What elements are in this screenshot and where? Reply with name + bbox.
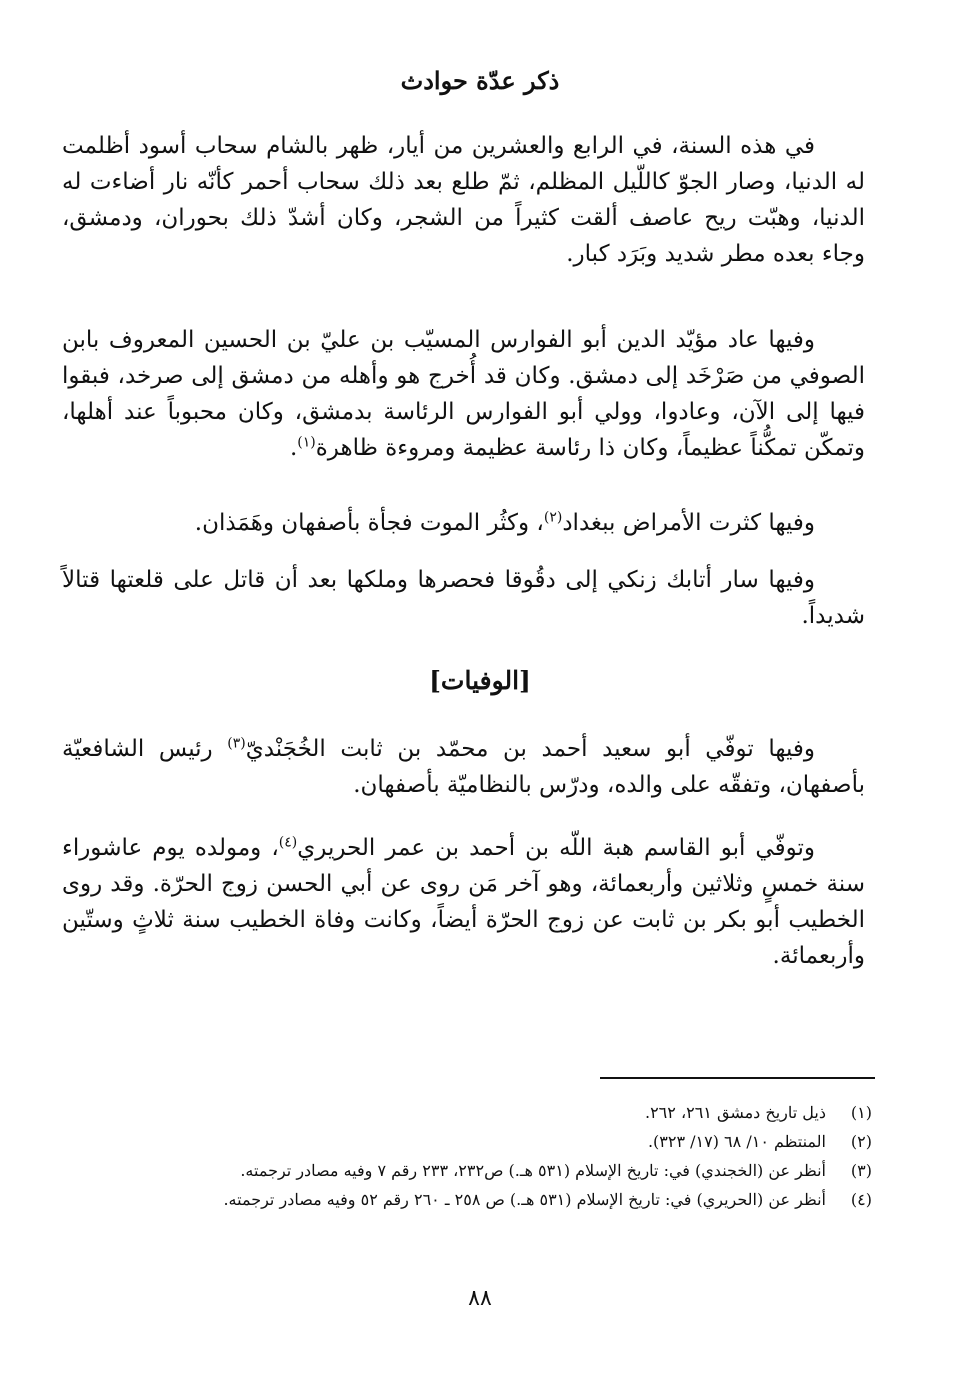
- paragraph-muayyad-return: [62, 322, 865, 466]
- paragraph-text-end: ، وكثُر الموت فجأة بأصفهان وهَمَذان.: [194, 510, 544, 536]
- footnote-ref: (٢): [543, 509, 563, 526]
- page-heading: ذكر عدّة حوادث: [400, 66, 560, 95]
- section-title-obituaries: [الوفيات]: [429, 666, 531, 695]
- paragraph-text-end: رئيس الشافعيّة بأصفهان، وتفقّه على والده، ودرّس بالنظاميّة بأصفهان.: [62, 736, 865, 798]
- paragraph-text-end: .: [289, 435, 298, 461]
- paragraph-diseases: [62, 505, 865, 541]
- paragraph-text: وفيها توفّي أبو سعيد أحمد بن محمّد بن ثابت الخُجَنْديّ: [245, 736, 815, 762]
- footnote-number: (٢): [850, 1132, 872, 1151]
- footnote-item: [62, 1156, 872, 1185]
- footnote-number: (١): [850, 1103, 872, 1122]
- footnote-ref: (١): [297, 434, 316, 451]
- page-number: ٨٨: [468, 1286, 492, 1311]
- footnote-number: (٣): [850, 1161, 872, 1180]
- paragraph-hariri: [62, 830, 865, 974]
- footnote-text: ذيل تاريخ دمشق ٢٦١، ٢٦٢.: [644, 1103, 826, 1122]
- paragraph-khujandi: [62, 731, 865, 803]
- paragraph-text: في هذه السنة، في الرابع والعشرين من أيار، ظهر بالشام سحاب أسود أظلمت له الدنيا، وصار الجوّ كاللّيل المظلم، ثمّ طلع بعد ذلك سحاب أحمر كأنّه نار أضاءت له الدنيا، وهبّت ريح عاصف ألقت كثيراً من الشجر، وكان أشدّ ذلك بحوران، ودمشق، وجاء بعده مطر شديد وبَرَد كبار.: [62, 133, 865, 267]
- footnote-item: [62, 1127, 872, 1156]
- paragraph-text: وفيها سار أتابك زنكي إلى دقُوقا فحصرها وملكها بعد أن قاتل على قلعتها قتالاً شديداً.: [62, 567, 865, 629]
- footnote-text: أنظر عن (الخجندي) في: تاريخ الإسلام (٥٣١ هـ.) ص٢٣٢، ٢٣٣ رقم ٧ وفيه مصادر ترجمته.: [240, 1161, 826, 1180]
- paragraph-text-end: ، ومولده يوم عاشوراء سنة خمسٍ وثلاثين وأربعمائة، وهو آخر مَن روى عن أبي الحسن زوج الحرّة. وقد روى الخطيب أبو بكر بن ثابت عن زوج الحرّة أيضاً، وكانت وفاة الخطيب سنة ثلاثٍ وستّين وأربعمائة.: [62, 835, 865, 969]
- footnote-item: [62, 1098, 872, 1127]
- footnote-number: (٤): [850, 1190, 872, 1209]
- footnote-separator: [600, 1077, 875, 1079]
- paragraph-text: وفيها عاد مؤيّد الدين أبو الفوارس المسيّب بن عليّ بن الحسين المعروف بابن الصوفي من صَرْخَد إلى دمشق. وكان قد أُخرج هو وأهله من دمشق إلى صرخد، فبقوا فيها إلى الآن، وعادوا، وولي أبو الفوارس الرئاسة بدمشق، وكان محبوباً عند أهلها، وتمكّن تمكُّناً عظيماً، وكان ذا رئاسة عظيمة ومروءة ظاهرة: [62, 327, 865, 461]
- footnotes: [62, 1098, 872, 1214]
- footnote-ref: (٣): [227, 735, 246, 752]
- footnote-text: أنظر عن (الحريري) في: تاريخ الإسلام (٥٣١ هـ.) ص ٢٥٨ ـ ٢٦٠ رقم ٥٢ وفيه مصادر ترجمته.: [223, 1190, 826, 1209]
- footnote-ref: (٤): [278, 834, 298, 851]
- footnote-text: المنتظم ١٠/ ٦٨ (١٧/ ٣٢٣).: [647, 1132, 826, 1151]
- footnote-item: [62, 1185, 872, 1214]
- paragraph-weather-event: [62, 128, 865, 272]
- paragraph-zengi-daquqa: [62, 562, 865, 634]
- paragraph-text: وفيها كثرت الأمراض ببغداد: [562, 510, 815, 536]
- paragraph-text: وتوفّي أبو القاسم هبة اللّه بن أحمد بن عمر الحريري: [297, 835, 815, 861]
